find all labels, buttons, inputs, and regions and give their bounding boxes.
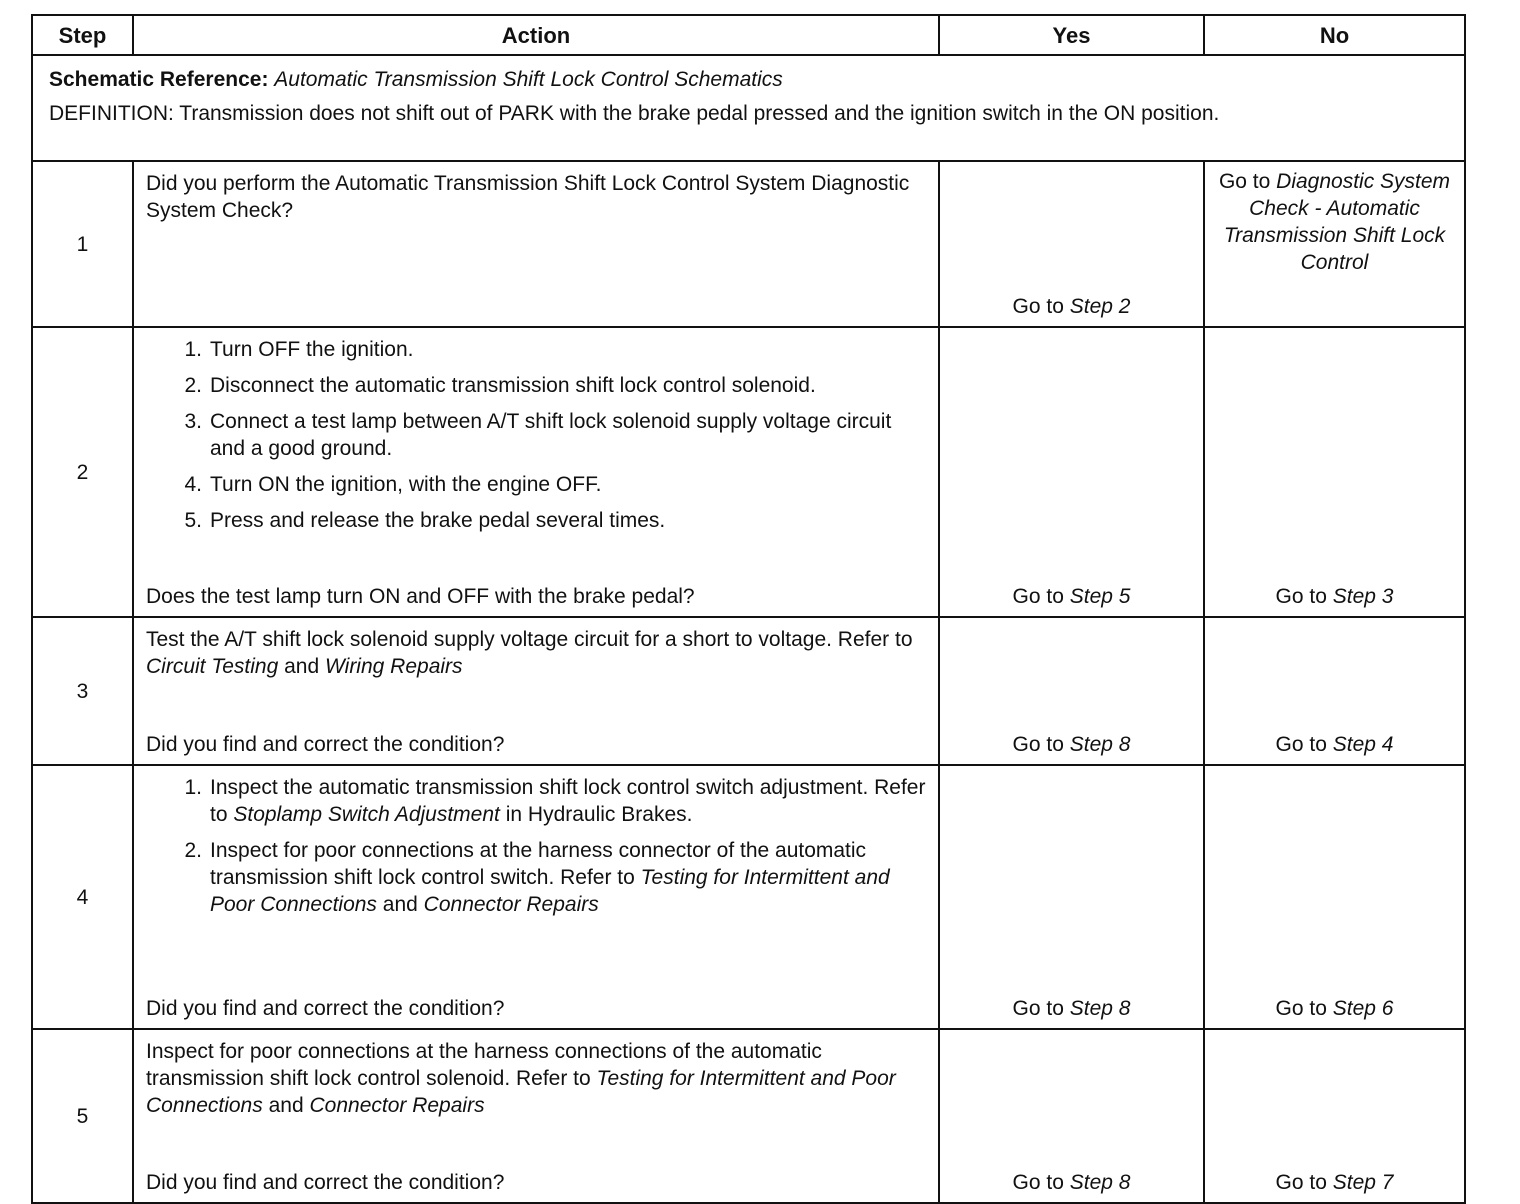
step-number: 3 xyxy=(32,617,133,765)
instruction-text: Test the A/T shift lock solenoid supply voltage circuit for a short to voltage. Refer to Circuit Testing and Wiring Repairs xyxy=(146,628,913,678)
yes-prefix: Go to xyxy=(1012,585,1064,608)
header-row xyxy=(32,15,1465,55)
table-row xyxy=(32,617,1465,765)
action-cell xyxy=(133,617,939,765)
yes-cell xyxy=(939,765,1204,1029)
intro-cell xyxy=(32,55,1465,161)
yes-link[interactable]: Step 8 xyxy=(1069,1171,1131,1194)
action-cell xyxy=(133,161,939,327)
header-no: No xyxy=(1204,15,1465,55)
no-prefix: Go to xyxy=(1275,585,1327,608)
intermittent-connections-link[interactable]: Testing for Intermittent and Poor Connections xyxy=(146,1067,896,1117)
definition-text: DEFINITION: Transmission does not shift out of PARK with the brake pedal pressed and the ignition switch in the ON position. xyxy=(49,102,1220,125)
diagnostic-table xyxy=(31,14,1466,1204)
step-number: 2 xyxy=(32,327,133,617)
action-cell xyxy=(133,1029,939,1203)
list-item: 2. Inspect for poor connections at the harness connector of the automatic transmission shift lock control switch. Refer to Testing for Intermittent and Poor Connections and Connector Repairs xyxy=(184,839,890,916)
table-row xyxy=(32,327,1465,617)
table-row xyxy=(32,1029,1465,1203)
no-link[interactable]: Step 3 xyxy=(1332,585,1394,608)
circuit-testing-link[interactable]: Circuit Testing xyxy=(146,655,279,678)
no-link[interactable]: Step 7 xyxy=(1332,1171,1394,1194)
no-prefix: Go to xyxy=(1275,997,1327,1020)
step-number: 4 xyxy=(32,765,133,1029)
step-number: 1 xyxy=(32,161,133,327)
action-cell xyxy=(133,765,939,1029)
yes-link[interactable]: Step 8 xyxy=(1069,997,1131,1020)
no-cell xyxy=(1204,617,1465,765)
table-row xyxy=(32,765,1465,1029)
yes-cell xyxy=(939,617,1204,765)
no-prefix: Go to xyxy=(1275,1171,1327,1194)
yes-link[interactable]: Step 8 xyxy=(1069,733,1131,756)
connector-repairs-link[interactable]: Connector Repairs xyxy=(309,1094,485,1117)
step-number: 5 xyxy=(32,1029,133,1203)
list-item: 5. Press and release the brake pedal several times. xyxy=(184,509,666,532)
header-yes: Yes xyxy=(939,15,1204,55)
yes-cell xyxy=(939,161,1204,327)
yes-prefix: Go to xyxy=(1012,733,1064,756)
yes-prefix: Go to xyxy=(1012,997,1064,1020)
stoplamp-adjustment-link[interactable]: Stoplamp Switch Adjustment xyxy=(233,803,500,826)
no-cell xyxy=(1204,1029,1465,1203)
connector-repairs-link[interactable]: Connector Repairs xyxy=(423,893,599,916)
yes-link[interactable]: Step 5 xyxy=(1069,585,1131,608)
yes-cell xyxy=(939,327,1204,617)
procedure-list xyxy=(146,774,928,918)
list-item: 1. Inspect the automatic transmission shift lock control switch adjustment. Refer to Stoplamp Switch Adjustment in Hydraulic Brakes. xyxy=(184,776,926,826)
schematic-link[interactable]: Automatic Transmission Shift Lock Control Schematics xyxy=(274,68,783,91)
no-cell xyxy=(1204,161,1465,327)
yes-cell xyxy=(939,1029,1204,1203)
no-link[interactable]: Diagnostic System Check - Automatic Transmission Shift Lock Control xyxy=(1223,170,1451,274)
schematic-reference xyxy=(49,66,1448,93)
list-item: 2. Disconnect the automatic transmission shift lock control solenoid. xyxy=(184,374,816,397)
no-link[interactable]: Step 4 xyxy=(1332,733,1394,756)
list-item: 4. Turn ON the ignition, with the engine OFF. xyxy=(184,473,602,496)
intermittent-connections-link[interactable]: Testing for Intermittent and Poor Connections xyxy=(210,866,890,916)
question-text: Does the test lamp turn ON and OFF with the brake pedal? xyxy=(146,585,695,608)
action-cell xyxy=(133,327,939,617)
no-prefix: Go to xyxy=(1218,170,1271,193)
table-row xyxy=(32,161,1465,327)
question-text: Did you perform the Automatic Transmission Shift Lock Control System Diagnostic System Check? xyxy=(146,172,910,222)
schematic-label: Schematic Reference: xyxy=(49,68,269,91)
header-action: Action xyxy=(133,15,939,55)
yes-prefix: Go to xyxy=(1012,295,1064,318)
no-link[interactable]: Step 6 xyxy=(1332,997,1394,1020)
no-cell xyxy=(1204,327,1465,617)
no-prefix: Go to xyxy=(1275,733,1327,756)
header-step: Step xyxy=(32,15,133,55)
intro-row xyxy=(32,55,1465,161)
list-item: 1. Turn OFF the ignition. xyxy=(184,338,414,361)
procedure-list xyxy=(146,336,928,534)
list-item: 3. Connect a test lamp between A/T shift lock solenoid supply voltage circuit and a good ground. xyxy=(184,410,892,460)
question-text: Did you find and correct the condition? xyxy=(146,1171,505,1194)
question-text: Did you find and correct the condition? xyxy=(146,733,505,756)
question-text: Did you find and correct the condition? xyxy=(146,997,505,1020)
instruction-text: Inspect for poor connections at the harness connections of the automatic transmission shift lock control solenoid. Refer to Testing for Intermittent and Poor Connections and Connector Repairs xyxy=(146,1040,896,1117)
wiring-repairs-link[interactable]: Wiring Repairs xyxy=(325,655,463,678)
no-cell xyxy=(1204,765,1465,1029)
yes-link[interactable]: Step 2 xyxy=(1069,295,1131,318)
yes-prefix: Go to xyxy=(1012,1171,1064,1194)
